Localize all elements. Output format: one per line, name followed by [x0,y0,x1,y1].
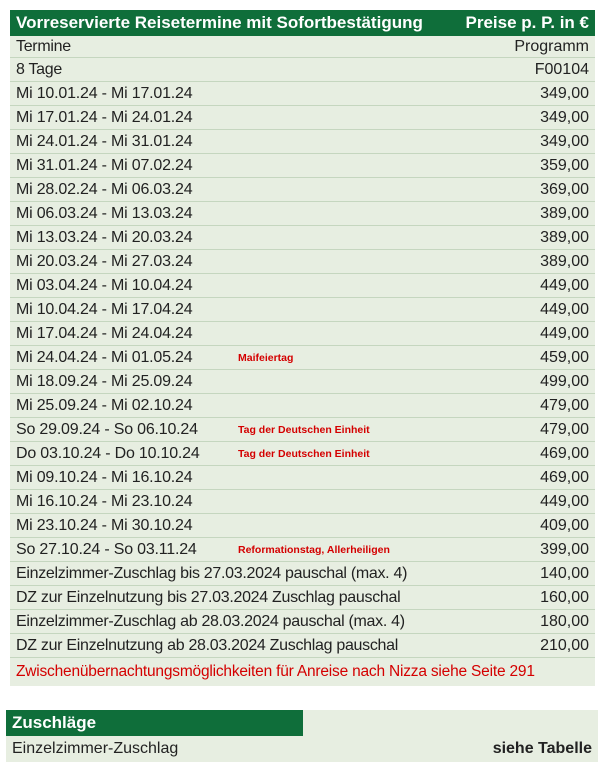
date-row [10,106,595,130]
date-range: Mi 09.10.24 - Mi 16.10.24 [16,468,193,486]
date-range: Mi 20.03.24 - Mi 27.03.24 [16,252,193,270]
date-row [10,274,595,298]
date-range: Mi 23.10.24 - Mi 30.10.24 [16,516,193,534]
surcharge-label: DZ zur Einzelnutzung ab 28.03.2024 Zuschlag pauschal [16,636,398,654]
holiday-note: Reformationstag, Allerheiligen [238,543,390,556]
holiday-note: Maifeiertag [238,351,294,364]
date-range: Mi 28.02.24 - Mi 06.03.24 [16,180,193,198]
date-range: Mi 10.01.24 - Mi 17.01.24 [16,84,193,102]
date-row [10,298,595,322]
table-title: Vorreservierte Reisetermine mit Sofortbestätigung [16,13,423,32]
zuschlaege-title: Zuschläge [6,710,303,736]
duration-row [10,58,595,82]
date-row [10,202,595,226]
date-range: Mi 17.01.24 - Mi 24.01.24 [16,108,193,126]
date-row [10,250,595,274]
price: 449,00 [540,324,589,342]
price: 469,00 [540,468,589,486]
price: 359,00 [540,156,589,174]
date-range: Mi 24.01.24 - Mi 31.01.24 [16,132,193,150]
date-row [10,82,595,106]
date-range: Mi 03.04.24 - Mi 10.04.24 [16,276,193,294]
price: 389,00 [540,228,589,246]
surcharge-rows [10,562,595,658]
holiday-note: Tag der Deutschen Einheit [238,423,370,436]
intermediate-stay-note: Zwischenübernachtungsmöglichkeiten für Anreise nach Nizza siehe Seite 291 [10,658,595,686]
date-row [10,490,595,514]
surcharge-row [10,562,595,586]
price: 409,00 [540,516,589,534]
price: 449,00 [540,276,589,294]
date-row [10,466,595,490]
price-note: Preise p. P. in € [465,13,589,32]
date-range: Mi 10.04.24 - Mi 17.04.24 [16,300,193,318]
price: 349,00 [540,132,589,150]
surcharge-price: 140,00 [540,564,589,582]
date-range: Mi 24.04.24 - Mi 01.05.24 [16,348,193,366]
price: 389,00 [540,252,589,270]
surcharge-row [10,634,595,658]
date-range: So 27.10.24 - So 03.11.24 [16,540,197,558]
date-row [10,154,595,178]
zuschlaege-header [6,710,598,736]
date-range: Mi 25.09.24 - Mi 02.10.24 [16,396,193,414]
surcharge-label: Einzelzimmer-Zuschlag ab 28.03.2024 pauschal (max. 4) [16,612,405,630]
surcharge-price: 180,00 [540,612,589,630]
date-row [10,346,595,370]
price: 459,00 [540,348,589,366]
column-header-row [10,36,595,58]
date-row [10,394,595,418]
date-row [10,514,595,538]
date-rows [10,82,595,562]
date-range: Mi 18.09.24 - Mi 25.09.24 [16,372,193,390]
holiday-note: Tag der Deutschen Einheit [238,447,370,460]
date-row [10,226,595,250]
date-row [10,178,595,202]
date-range: So 29.09.24 - So 06.10.24 [16,420,198,438]
price: 449,00 [540,492,589,510]
surcharge-row [10,610,595,634]
surcharge-row [10,586,595,610]
date-range: Mi 13.03.24 - Mi 20.03.24 [16,228,193,246]
price: 469,00 [540,444,589,462]
surcharge-price: 210,00 [540,636,589,654]
zuschlaege-item-label: Einzelzimmer-Zuschlag [12,740,179,757]
column-header-programm: Programm [514,37,589,55]
date-range: Mi 31.01.24 - Mi 07.02.24 [16,156,193,174]
zuschlaege-item-value: siehe Tabelle [492,740,592,757]
zuschlaege-row [6,736,598,762]
date-row [10,442,595,466]
price: 389,00 [540,204,589,222]
zuschlaege-section [6,710,598,762]
price: 399,00 [540,540,589,558]
zuschlaege-header-fill [303,710,598,736]
column-header-termine: Termine [16,37,71,55]
price: 479,00 [540,420,589,438]
table-header [10,10,595,36]
duration-label: 8 Tage [16,60,62,78]
price: 449,00 [540,300,589,318]
surcharge-label: Einzelzimmer-Zuschlag bis 27.03.2024 pauschal (max. 4) [16,564,408,582]
date-range: Mi 16.10.24 - Mi 23.10.24 [16,492,193,510]
price: 479,00 [540,396,589,414]
price: 349,00 [540,84,589,102]
date-row [10,370,595,394]
date-row [10,322,595,346]
travel-dates-table [10,10,595,686]
surcharge-price: 160,00 [540,588,589,606]
price: 369,00 [540,180,589,198]
date-row [10,418,595,442]
date-row [10,130,595,154]
date-range: Mi 06.03.24 - Mi 13.03.24 [16,204,193,222]
program-code: F00104 [534,60,589,78]
surcharge-label: DZ zur Einzelnutzung bis 27.03.2024 Zuschlag pauschal [16,588,401,606]
date-range: Mi 17.04.24 - Mi 24.04.24 [16,324,193,342]
price: 349,00 [540,108,589,126]
date-range: Do 03.10.24 - Do 10.10.24 [16,444,200,462]
date-row [10,538,595,562]
price: 499,00 [540,372,589,390]
